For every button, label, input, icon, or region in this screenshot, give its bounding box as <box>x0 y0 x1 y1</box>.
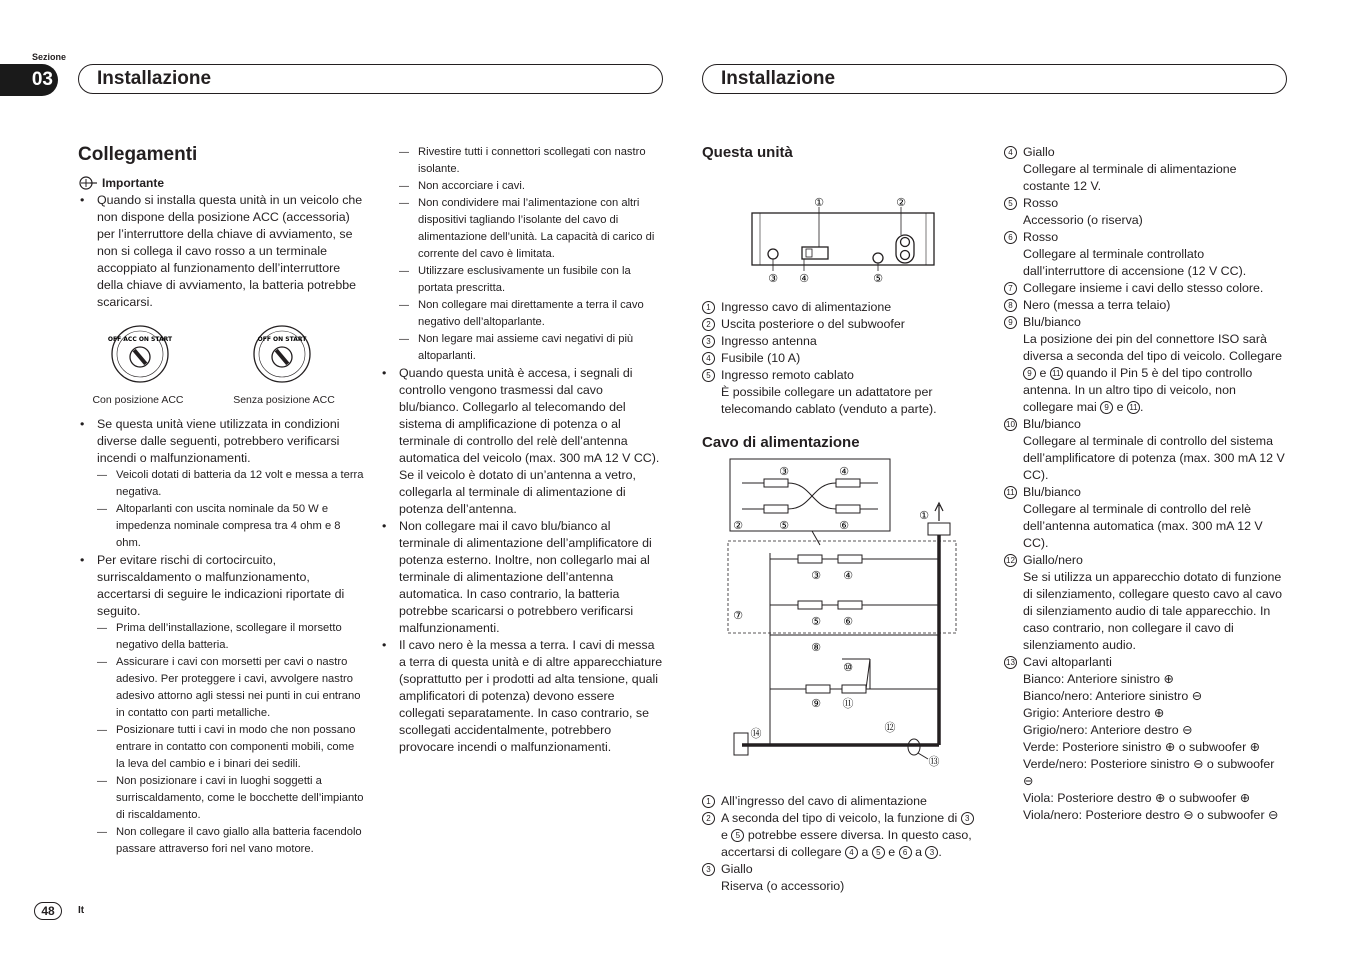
legend-item-6 <box>1004 229 1286 280</box>
speaker-line: Viola: Posteriore destro ⊕ o subwoofer ⊕ <box>1023 791 1251 805</box>
dash-item: — Utilizzare esclusivamente un fusibile con la portata prescritta. <box>399 263 663 297</box>
unit-item-text: Fusibile (10 A) <box>721 351 801 365</box>
right-column-1 <box>702 144 984 895</box>
ref-4: 4 <box>845 846 858 859</box>
num-badge: 9 <box>1004 316 1017 329</box>
section-title-collegamenti: Collegamenti <box>78 144 198 165</box>
wd-12: ⑫ <box>884 721 896 734</box>
wd-14: ⑭ <box>750 727 762 740</box>
title-cavo-alimentazione: Cavo di alimentazione <box>702 434 860 451</box>
legend-item-12 <box>1004 552 1286 654</box>
num-badge: 4 <box>702 352 715 365</box>
legend-label: Nero (messa a terra telaio) <box>1023 298 1171 312</box>
switch-acc-text: OFF ACC ON START <box>107 336 173 343</box>
num-badge: 6 <box>1004 231 1017 244</box>
speaker-line: Verde: Posteriore sinistro ⊕ o subwoofer ⊕ <box>1023 740 1261 754</box>
num-badge: 2 <box>702 812 715 825</box>
speaker-line: Verde/nero: Posteriore sinistro ⊖ o subwoofer ⊖ <box>1023 757 1275 788</box>
num-badge: 2 <box>702 318 715 331</box>
ignition-switch-acc-icon <box>78 323 198 385</box>
unit-item <box>702 367 984 418</box>
num-badge: 5 <box>702 369 715 382</box>
wd-4b: ④ <box>843 569 853 582</box>
page-number: 48 <box>34 902 62 920</box>
cable-item-3 <box>702 861 984 895</box>
dash-item: — Non legare mai assieme cavi negativi di più altoparlanti. <box>399 331 663 365</box>
callout-1: ① <box>814 196 824 209</box>
speaker-line: Grigio/nero: Anteriore destro ⊖ <box>1023 723 1193 737</box>
legend-label: Giallo/nero <box>1023 553 1083 567</box>
unit-item <box>702 350 984 367</box>
legend-label: Blu/bianco <box>1023 417 1081 431</box>
cable-item-3-extra: Riserva (o accessorio) <box>721 879 845 893</box>
num-badge: 7 <box>1004 282 1017 295</box>
wd-11: ⑪ <box>842 697 854 710</box>
switch-without-acc <box>224 323 344 406</box>
dash-item: — Altoparlanti con uscita nominale da 50 W e impedenza nominale compresa tra 4 ohm e 8 ohm. <box>97 501 364 552</box>
legend-item-8 <box>1004 297 1286 314</box>
cable-item-2-text-e: e <box>888 845 896 859</box>
unit-item <box>702 333 984 350</box>
cable-item-1-text: All’ingresso del cavo di alimentazione <box>721 794 927 808</box>
switch-noacc-text: OFF ON START <box>257 336 307 343</box>
legend-desc: La posizione dei pin del connettore ISO sarà diversa a seconda del tipo di veicolo. Collegare <box>1023 332 1282 363</box>
num-badge: 5 <box>1004 197 1017 210</box>
dash-item: — Non accorciare i cavi. <box>399 178 663 195</box>
wd-5b: ⑤ <box>811 615 821 628</box>
important-note <box>78 176 364 190</box>
ref-5: 5 <box>731 829 744 842</box>
legend-label: Rosso <box>1023 196 1059 210</box>
bullet-conditions-text: Se questa unità viene utilizzata in condizioni diverse dalle seguenti, potrebbero verificarsi incendi o malfunzionamenti. <box>97 417 340 465</box>
caption-acc: Con posizione ACC <box>92 394 184 406</box>
num-badge: 3 <box>702 335 715 348</box>
callout-2: ② <box>896 196 906 209</box>
bullet-conditions <box>78 416 364 552</box>
wd-7: ⑦ <box>733 609 743 622</box>
unit-item-text: Uscita posteriore o del subwoofer <box>721 317 905 331</box>
dash-item: — Rivestire tutti i connettori scollegati con nastro isolante. <box>399 144 663 178</box>
num-badge: 8 <box>1004 299 1017 312</box>
num-badge: 12 <box>1004 554 1017 567</box>
legend-label: Cavi altoparlanti <box>1023 655 1112 669</box>
legend-item-7 <box>1004 280 1286 297</box>
wd-2: ② <box>733 519 743 532</box>
legend-desc: e <box>1116 400 1124 414</box>
ref-5: 5 <box>872 846 885 859</box>
legend-desc: Accessorio (o riserva) <box>1023 213 1143 227</box>
speaker-line: Viola/nero: Posteriore destro ⊖ o subwoofer ⊖ <box>1023 808 1279 822</box>
wd-9: ⑨ <box>811 697 821 710</box>
bullet-acc: • Quando si installa questa unità in un veicolo che non dispone della posizione ACC (accessoria) per l’interruttore della chiave di avviamento, se non si collega il cavo rosso a un terminale accoppiato al funzionamento dell’interruttore della chiave di avviamento, la batteria potrebbe scaricarsi. <box>78 192 364 311</box>
ref-11: 11 <box>1050 367 1063 380</box>
legend-desc: e <box>1039 366 1047 380</box>
num-badge: 1 <box>702 795 715 808</box>
dash-item: — Prima dell’installazione, scollegare il morsetto negativo della batteria. <box>97 620 364 654</box>
cable-item-2-text-a: A seconda del tipo di veicolo, la funzione di <box>721 811 958 825</box>
ref-9: 9 <box>1100 401 1113 414</box>
legend-item-4 <box>1004 144 1286 195</box>
ref-3: 3 <box>961 812 974 825</box>
wd-3: ③ <box>779 465 789 478</box>
right-column-2 <box>1004 144 1286 824</box>
bullet-item: • Quando questa unità è accesa, i segnali di controllo vengono trasmessi dal cavo blu/bianco. Collegarlo al telecomando del sistema di amplificazione di potenza o al terminale di controllo del relè dell’antenna automatica del veicolo (max. 300 mA 12 V CC). Se il veicolo è dotato di un’antenna a vetro, collegarla al terminale di alimentazione di potenza dell’antenna. <box>380 365 663 518</box>
cable-item-2-text-b: e <box>721 828 728 842</box>
header-right-title: Installazione <box>702 64 1287 94</box>
unit-item <box>702 299 984 316</box>
unit-item-text: Ingresso remoto cablato <box>721 368 854 382</box>
left-column <box>78 144 364 858</box>
cable-item-2-text-d: a <box>861 845 869 859</box>
ignition-switch-noacc-icon <box>224 323 344 385</box>
wd-5: ⑤ <box>779 519 789 532</box>
middle-column <box>399 144 663 756</box>
cable-item-2-text-c: potrebbe essere diversa. In questo caso, accertarsi di collegare <box>721 828 972 859</box>
language-code: It <box>78 905 85 916</box>
title-questa-unita: Questa unità <box>702 144 793 161</box>
ref-11: 11 <box>1127 401 1140 414</box>
cable-item-2-text-f: a <box>915 845 922 859</box>
switch-with-acc <box>78 323 198 406</box>
legend-label: Blu/bianco <box>1023 485 1081 499</box>
bullet-item: • Non collegare mai il cavo blu/bianco al terminale di alimentazione dell’amplificatore di potenza esterno. Inoltre, non collegarlo mai al terminale di alimentazione dell’antenna automatica. In caso contrario, la batteria potrebbe scaricarsi o potrebbero verificarsi malfunzionamenti. <box>380 518 663 637</box>
cable-item-3-text: Giallo <box>721 862 753 876</box>
legend-item-10 <box>1004 416 1286 484</box>
unit-item-text: Ingresso cavo di alimentazione <box>721 300 892 314</box>
cable-item-2: 2 A seconda del tipo di veicolo, la funzione di 3 e 5 potrebbe essere diversa. In questo caso, accertarsi di collegare 4 a 5 e 6 a 3 . <box>702 810 984 861</box>
dash-item: — Assicurare i cavi con morsetti per cavi o nastro adesivo. Per proteggere i cavi, avvolgere nastro adesivo attorno agli stessi nei punti in cui entrano in contatto con parti metalliche. <box>97 654 364 722</box>
dash-item: — Non condividere mai l’alimentazione con altri dispositivi tagliando l’isolante del cavo di alimentazione dell’unità. La capacità di carico di corrente del cavo è limitata. <box>399 195 663 263</box>
legend-label: Collegare insieme i cavi dello stesso colore. <box>1023 281 1264 295</box>
section-number-tab: 03 <box>0 64 58 96</box>
legend-desc: Collegare al terminale di alimentazione costante 12 V. <box>1023 162 1237 193</box>
wd-8: ⑧ <box>811 641 821 654</box>
important-icon <box>78 176 98 190</box>
legend-item-13 <box>1004 654 1286 824</box>
num-badge: 10 <box>1004 418 1017 431</box>
legend-desc: Collegare al terminale controllato dall’interruttore di accensione (12 V CC). <box>1023 247 1247 278</box>
callout-5: ⑤ <box>873 272 883 285</box>
num-badge: 3 <box>702 863 715 876</box>
callout-3: ③ <box>768 272 778 285</box>
num-badge: 1 <box>702 301 715 314</box>
ignition-illustrations <box>78 323 364 406</box>
dash-item: — Posizionare tutti i cavi in modo che non possano entrare in contatto con componenti mobili, come la leva del cambio e i binari dei sedili. <box>97 722 364 773</box>
legend-label: Giallo <box>1023 145 1055 159</box>
num-badge: 13 <box>1004 656 1017 669</box>
ref-6: 6 <box>899 846 912 859</box>
legend-label: Rosso <box>1023 230 1059 244</box>
wd-1: ① <box>919 509 929 522</box>
unit-item <box>702 316 984 333</box>
speaker-line: Bianco: Anteriore sinistro ⊕ <box>1023 672 1174 686</box>
legend-item-9: 9 Blu/bianco La posizione dei pin del connettore ISO sarà diversa a seconda del tipo di veicolo. Collegare 9 e 11 quando il Pin 5 è del tipo controllo antenna. In un altro tipo di veicolo, non collegare mai 9 e 11 . <box>1004 314 1286 416</box>
bullet-item: • Il cavo nero è la messa a terra. I cavi di messa a terra di questa unità e di altre apparecchiature (soprattutto per i prodotti ad alta tensione, quali amplificatori di potenza) devono essere collegati separatamente. In caso contrario, se scollegati accidentalmente, potrebbero provocare incendi o malfunzionamenti. <box>380 637 663 756</box>
caption-noacc: Senza posizione ACC <box>233 394 335 406</box>
ref-3: 3 <box>925 846 938 859</box>
header-left-title: Installazione <box>78 64 663 94</box>
unit-back-panel-diagram <box>702 161 984 285</box>
wd-3b: ③ <box>811 569 821 582</box>
legend-desc: Collegare al terminale di controllo del relè dell’antenna automatica (max. 300 mA 12 V CC). <box>1023 502 1263 550</box>
unit-item-extra: È possibile collegare un adattatore per telecomando cablato (venduto a parte). <box>721 385 937 416</box>
bullet-shortcircuit <box>78 552 364 858</box>
ref-9: 9 <box>1023 367 1036 380</box>
legend-item-11 <box>1004 484 1286 552</box>
dash-item: — Veicoli dotati di batteria da 12 volt e messa a terra negativa. <box>97 467 364 501</box>
important-label: Importante <box>102 176 165 190</box>
bullet-shortcircuit-text: Per evitare rischi di cortocircuito, surriscaldamento o malfunzionamento, accertarsi di seguire le indicazioni riportate di seguito. <box>97 553 345 618</box>
dash-item: — Non posizionare i cavi in luoghi soggetti a surriscaldamento, come le bocchette dell’impianto di riscaldamento. <box>97 773 364 824</box>
sezione-label: Sezione <box>32 52 67 62</box>
legend-item-5 <box>1004 195 1286 229</box>
wiring-diagram <box>702 453 984 793</box>
wd-4: ④ <box>839 465 849 478</box>
legend-desc: Collegare al terminale di controllo del sistema dell’amplificatore di potenza (max. 300 mA 12 V CC). <box>1023 434 1285 482</box>
dash-item: — Non collegare il cavo giallo alla batteria facendolo passare attraverso fori nel vano motore. <box>97 824 364 858</box>
unit-item-text: Ingresso antenna <box>721 334 817 348</box>
dash-item: — Non collegare mai direttamente a terra il cavo negativo dell’altoparlante. <box>399 297 663 331</box>
wd-6: ⑥ <box>839 519 849 532</box>
legend-label: Blu/bianco <box>1023 315 1081 329</box>
wd-6b: ⑥ <box>843 615 853 628</box>
speaker-line: Bianco/nero: Anteriore sinistro ⊖ <box>1023 689 1203 703</box>
cable-item-1 <box>702 793 984 810</box>
wd-13: ⑬ <box>928 755 940 768</box>
legend-desc: Se si utilizza un apparecchio dotato di funzione di silenziamento, collegare questo cavo al cavo di silenziamento audio di tale apparecchio. In caso contrario, non collegare il cavo di silenziamento audio. <box>1023 570 1282 652</box>
legend-desc: quando il Pin 5 è del tipo controllo antenna. In un altro tipo di veicolo, non collegare mai <box>1023 366 1253 414</box>
num-badge: 4 <box>1004 146 1017 159</box>
callout-4: ④ <box>799 272 809 285</box>
speaker-line: Grigio: Anteriore destro ⊕ <box>1023 706 1165 720</box>
num-badge: 11 <box>1004 486 1017 499</box>
wd-10: ⑩ <box>843 661 853 674</box>
